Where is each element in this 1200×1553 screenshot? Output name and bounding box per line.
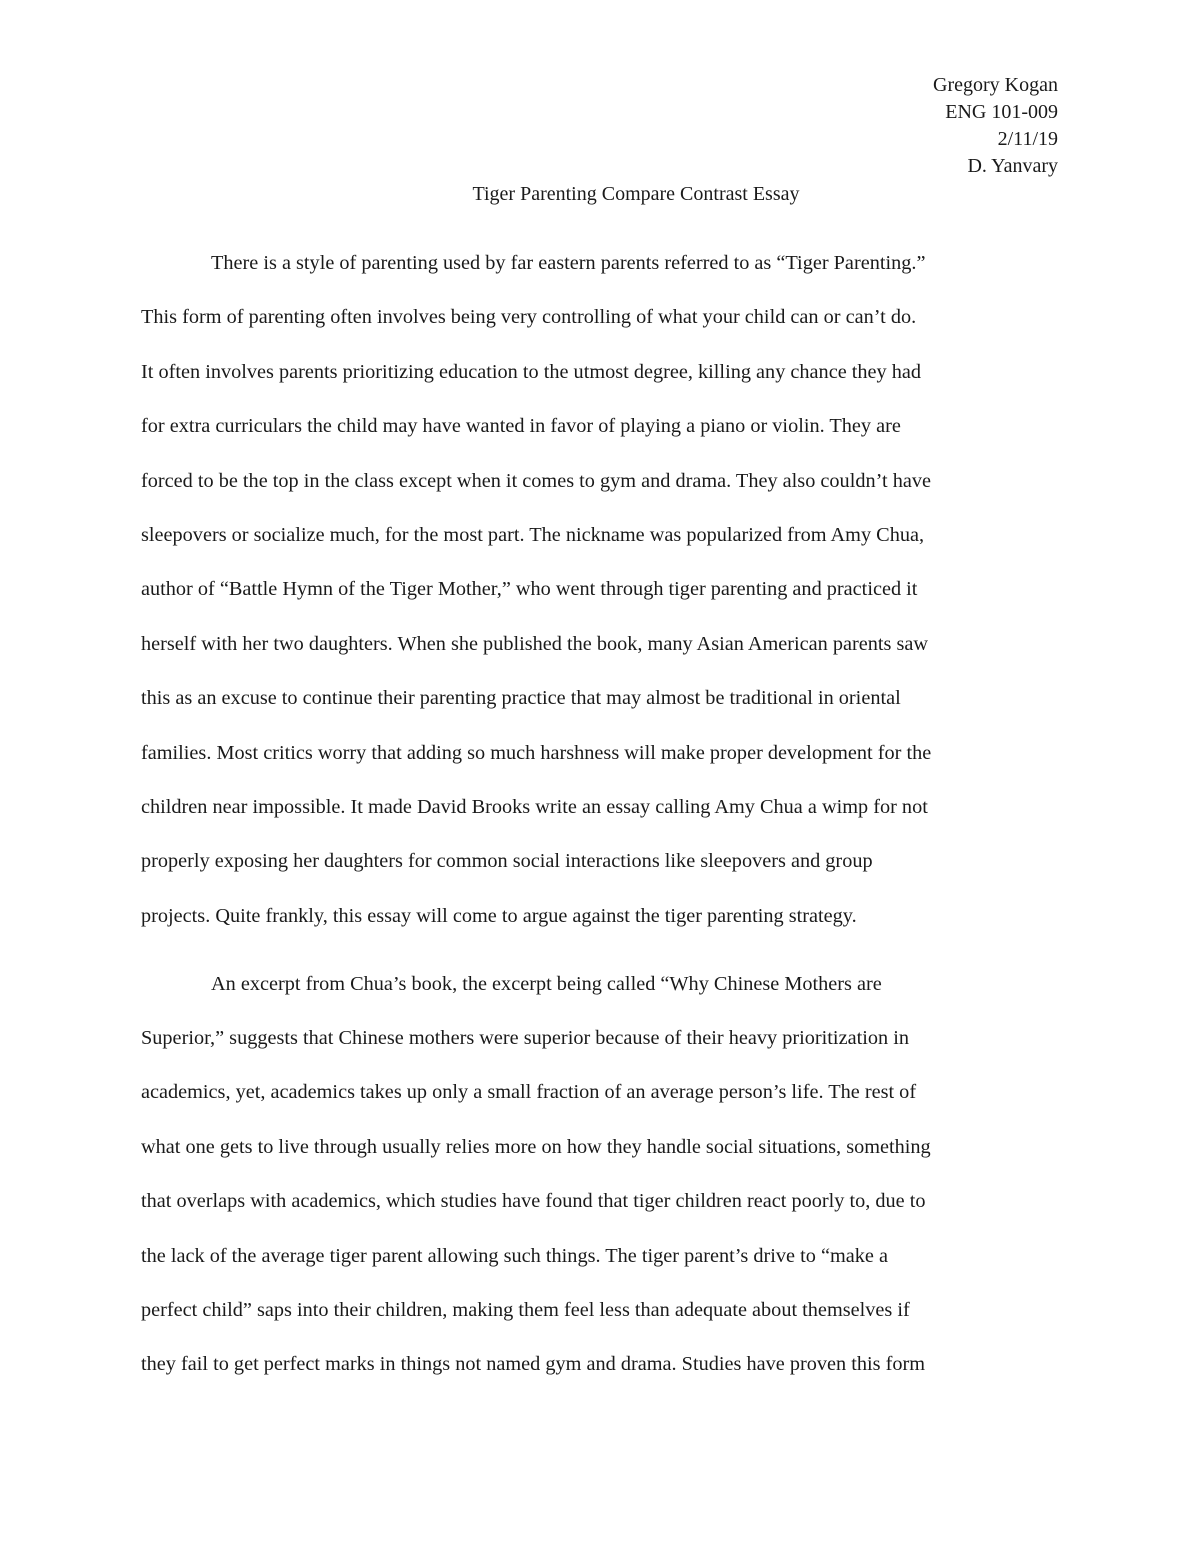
paragraph-1-line-13: projects. Quite frankly, this essay will come to argue against the tiger parenting strategy. <box>141 904 857 927</box>
paragraph-2-line-5: that overlaps with academics, which studies have found that tiger children react poorly to, due to <box>141 1190 926 1213</box>
essay-date: 2/11/19 <box>997 128 1058 150</box>
paragraph-2-line-2: Superior,” suggests that Chinese mothers were superior because of their heavy prioritization in <box>141 1027 909 1050</box>
paragraph-1-line-10: families. Most critics worry that adding so much harshness will make proper development for the <box>141 741 932 764</box>
paragraph-2-line-6: the lack of the average tiger parent allowing such things. The tiger parent’s drive to “make a <box>141 1244 888 1267</box>
mla-header <box>933 72 1058 180</box>
paragraph-1-line-12: properly exposing her daughters for common social interactions like sleepovers and group <box>141 850 873 873</box>
paragraph-1-line-8: herself with her two daughters. When she published the book, many Asian American parents saw <box>141 632 929 655</box>
paragraph-1-line-1: There is a style of parenting used by far eastern parents referred to as “Tiger Parenting.” <box>211 252 926 274</box>
paragraph-1-line-4: for extra curriculars the child may have wanted in favor of playing a piano or violin. They are <box>141 415 901 438</box>
author-name: Gregory Kogan <box>933 74 1058 96</box>
essay-body <box>141 250 1061 1406</box>
paragraph-spacer <box>141 957 1061 971</box>
paragraph-1-line-11: children near impossible. It made David Brooks write an essay calling Amy Chua a wimp for not <box>141 795 928 818</box>
paragraph-2-line-7: perfect child” saps into their children, making them feel less than adequate about themselves if <box>141 1299 910 1322</box>
paragraph-1-line-2: This form of parenting often involves being very controlling of what your child can or can’t do. <box>141 306 917 329</box>
paragraph-1-line-5: forced to be the top in the class except when it comes to gym and drama. They also couldn’t have <box>141 469 931 492</box>
paragraph-2-line-1: An excerpt from Chua’s book, the excerpt being called “Why Chinese Mothers are <box>211 972 882 995</box>
course-code: ENG 101-009 <box>945 101 1058 123</box>
paragraph-1-line-7: author of “Battle Hymn of the Tiger Mother,” who went through tiger parenting and practiced it <box>141 578 918 601</box>
essay-title: Tiger Parenting Compare Contrast Essay <box>472 183 800 205</box>
paragraph-1-line-3: It often involves parents prioritizing education to the utmost degree, killing any chance they had <box>141 360 922 383</box>
instructor-name: D. Yanvary <box>967 155 1058 177</box>
paragraph-1-line-6: sleepovers or socialize much, for the most part. The nickname was popularized from Amy Chua, <box>141 523 925 546</box>
paragraph-2-line-4: what one gets to live through usually relies more on how they handle social situations, something <box>141 1135 931 1158</box>
paragraph-1-line-9: this as an excuse to continue their parenting practice that may almost be traditional in oriental <box>141 687 901 710</box>
paragraph-2-line-8: they fail to get perfect marks in things not named gym and drama. Studies have proven this form <box>141 1353 926 1376</box>
paragraph-2-line-3: academics, yet, academics takes up only a small fraction of an average person’s life. The rest of <box>141 1081 917 1104</box>
